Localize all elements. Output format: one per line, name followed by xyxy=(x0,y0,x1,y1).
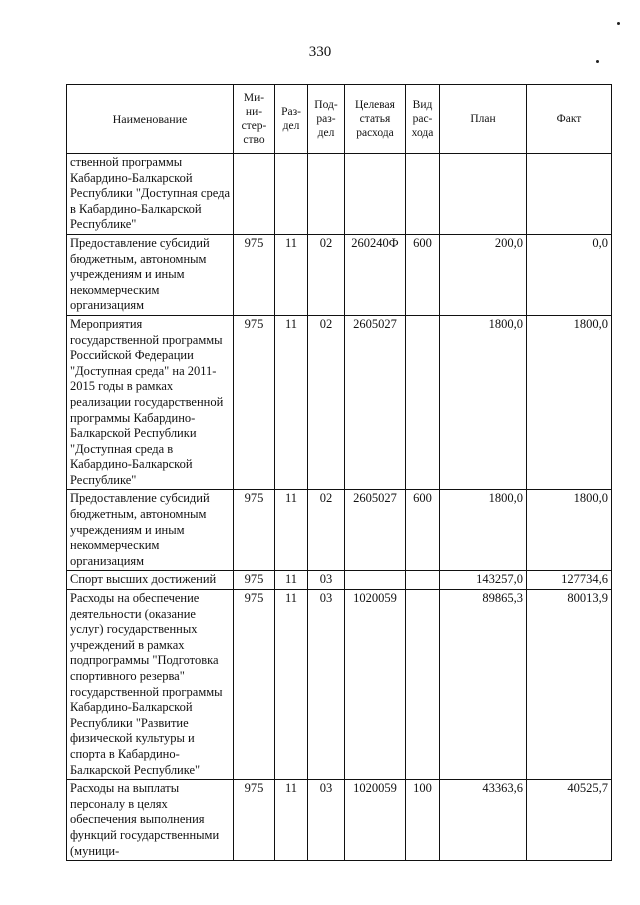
row-ministry: 975 xyxy=(234,780,275,861)
header-plan: План xyxy=(440,85,527,154)
row-kind xyxy=(406,571,440,590)
row-target xyxy=(345,571,406,590)
row-fact: 80013,9 xyxy=(527,590,612,780)
table-row xyxy=(67,154,612,235)
row-fact: 1800,0 xyxy=(527,315,612,490)
row-subsection: 03 xyxy=(308,590,345,780)
table-row xyxy=(67,315,612,490)
row-ministry: 975 xyxy=(234,234,275,315)
row-subsection: 02 xyxy=(308,315,345,490)
row-name: Спорт высших достижений xyxy=(67,571,234,590)
row-target xyxy=(345,154,406,235)
page-number: 330 xyxy=(308,44,332,60)
row-ministry: 975 xyxy=(234,315,275,490)
table-header-row xyxy=(67,85,612,154)
row-kind: 600 xyxy=(406,234,440,315)
row-section: 11 xyxy=(275,234,308,315)
table-row xyxy=(67,490,612,571)
row-subsection: 03 xyxy=(308,780,345,861)
row-target: 1020059 xyxy=(345,780,406,861)
row-subsection: 02 xyxy=(308,490,345,571)
row-plan: 89865,3 xyxy=(440,590,527,780)
row-plan: 200,0 xyxy=(440,234,527,315)
header-fact: Факт xyxy=(527,85,612,154)
row-plan xyxy=(440,154,527,235)
row-name: Расходы на обеспечение деятельности (оказание услуг) государственных учреждений в рамках подпрограммы "Подготовка спортивного резерва" государственной программы Кабардино-Балкарской Республики "Развитие физической культуры и спорта в Кабардино-Балкарской Республике" xyxy=(67,590,234,780)
row-fact: 1800,0 xyxy=(527,490,612,571)
row-ministry xyxy=(234,154,275,235)
row-target: 2605027 xyxy=(345,490,406,571)
row-fact: 127734,6 xyxy=(527,571,612,590)
row-section: 11 xyxy=(275,590,308,780)
row-subsection xyxy=(308,154,345,235)
header-name: Наименование xyxy=(67,85,234,154)
budget-table xyxy=(66,84,612,861)
table-row xyxy=(67,571,612,590)
row-kind xyxy=(406,315,440,490)
row-plan: 143257,0 xyxy=(440,571,527,590)
row-plan: 1800,0 xyxy=(440,490,527,571)
row-name: ственной программы Кабардино-Балкарской Республики "Доступная среда в Кабардино-Балкарской Республике" xyxy=(67,154,234,235)
row-plan: 43363,6 xyxy=(440,780,527,861)
header-ministry: Ми- ни- стер- ство xyxy=(234,85,275,154)
header-section: Раз- дел xyxy=(275,85,308,154)
scan-speck xyxy=(617,22,620,25)
row-name: Предоставление субсидий бюджетным, автономным учреждениям и иным некоммерческим организациям xyxy=(67,490,234,571)
row-target: 1020059 xyxy=(345,590,406,780)
table-row xyxy=(67,590,612,780)
row-section: 11 xyxy=(275,315,308,490)
row-name: Предоставление субсидий бюджетным, автономным учреждениям и иным некоммерческим организациям xyxy=(67,234,234,315)
row-section: 11 xyxy=(275,490,308,571)
row-target: 260240Ф xyxy=(345,234,406,315)
row-kind: 100 xyxy=(406,780,440,861)
row-fact xyxy=(527,154,612,235)
row-ministry: 975 xyxy=(234,490,275,571)
row-fact: 40525,7 xyxy=(527,780,612,861)
row-ministry: 975 xyxy=(234,590,275,780)
row-subsection: 02 xyxy=(308,234,345,315)
table-row xyxy=(67,780,612,861)
row-plan: 1800,0 xyxy=(440,315,527,490)
header-expense-kind: Вид рас- хода xyxy=(406,85,440,154)
header-target-article: Целевая статья расхода xyxy=(345,85,406,154)
row-section: 11 xyxy=(275,571,308,590)
row-name: Расходы на выплаты персоналу в целях обеспечения выполнения функций государственными (муници- xyxy=(67,780,234,861)
row-kind xyxy=(406,590,440,780)
scan-speck xyxy=(596,60,599,63)
row-target: 2605027 xyxy=(345,315,406,490)
row-subsection: 03 xyxy=(308,571,345,590)
row-kind xyxy=(406,154,440,235)
row-kind: 600 xyxy=(406,490,440,571)
row-section: 11 xyxy=(275,780,308,861)
row-name: Мероприятия государственной программы Российской Федерации "Доступная среда" на 2011-2015 годы в рамках реализации государственной программы Кабардино-Балкарской Республики "Доступная среда в Кабардино-Балкарской Республике" xyxy=(67,315,234,490)
row-ministry: 975 xyxy=(234,571,275,590)
row-section xyxy=(275,154,308,235)
table-row xyxy=(67,234,612,315)
header-subsection: Под- раз- дел xyxy=(308,85,345,154)
row-fact: 0,0 xyxy=(527,234,612,315)
